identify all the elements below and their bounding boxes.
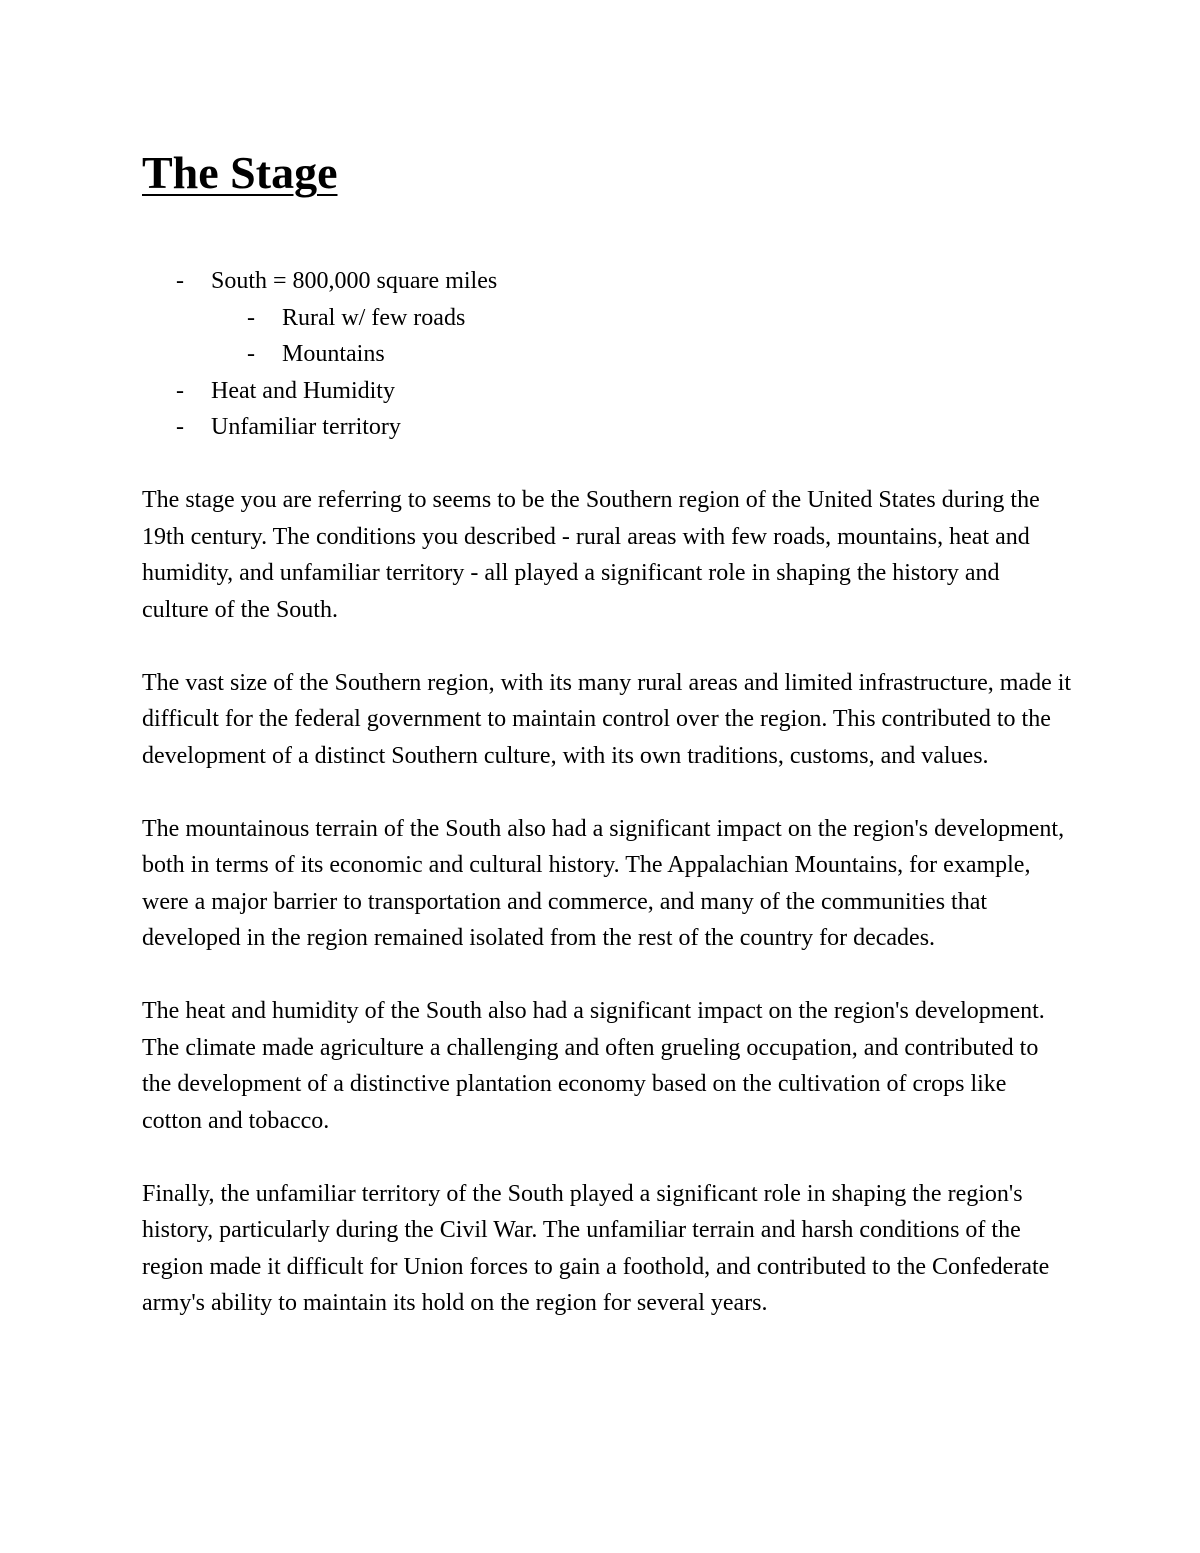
list-item-text: Unfamiliar territory — [211, 414, 401, 440]
bullet-dash: - — [176, 414, 184, 440]
bullet-dash: - — [247, 304, 255, 331]
document-page — [142, 140, 1072, 1322]
list-item — [142, 336, 1072, 373]
list-item — [142, 300, 1072, 337]
paragraph-territory: Finally, the unfamiliar territory of the South played a significant role in shaping the region's history, particularly during the Civil War. The unfamiliar terrain and harsh conditions of the region made it difficult for Union forces to gain a foothold, and contributed to the Confederate army's ability to maintain its hold on the region for several years. — [142, 1180, 1050, 1316]
paragraph-size: The vast size of the Southern region, with its many rural areas and limited infrastructure, made it difficult for the federal government to maintain control over the region. This contributed to the development of a distinct Southern culture, with its own traditions, customs, and values. — [142, 669, 1072, 769]
list-item — [142, 263, 1072, 300]
list-item-text: Heat and Humidity — [211, 377, 395, 404]
paragraph-intro: The stage you are referring to seems to be the Southern region of the United States during the 19th century. The conditions you described - rural areas with few roads, mountains, heat and humidity, and unfamiliar territory - all played a significant role in shaping the history and culture of the South. — [142, 487, 1040, 623]
bullet-list — [142, 263, 1072, 446]
list-item-text: Rural w/ few roads — [282, 304, 466, 331]
list-item — [142, 373, 1072, 410]
list-item-text: Mountains — [282, 341, 385, 367]
list-item-text: South = 800,000 square miles — [211, 268, 498, 294]
list-item — [142, 409, 1072, 446]
bullet-dash: - — [176, 268, 184, 294]
paragraph-mountains: The mountainous terrain of the South also had a significant impact on the region's development, both in terms of its economic and cultural history. The Appalachian Mountains, for example, were a major barrier to transportation and commerce, and many of the communities that developed in the region remained isolated from the rest of the country for decades. — [142, 815, 1065, 951]
bullet-dash: - — [247, 341, 255, 367]
page-title: The Stage — [142, 147, 338, 198]
paragraph-climate: The heat and humidity of the South also had a significant impact on the region's development. The climate made agriculture a challenging and often grueling occupation, and contributed to the development of a distinctive plantation economy based on the cultivation of crops like cotton and tobacco. — [142, 998, 1045, 1134]
bullet-dash: - — [176, 377, 184, 404]
